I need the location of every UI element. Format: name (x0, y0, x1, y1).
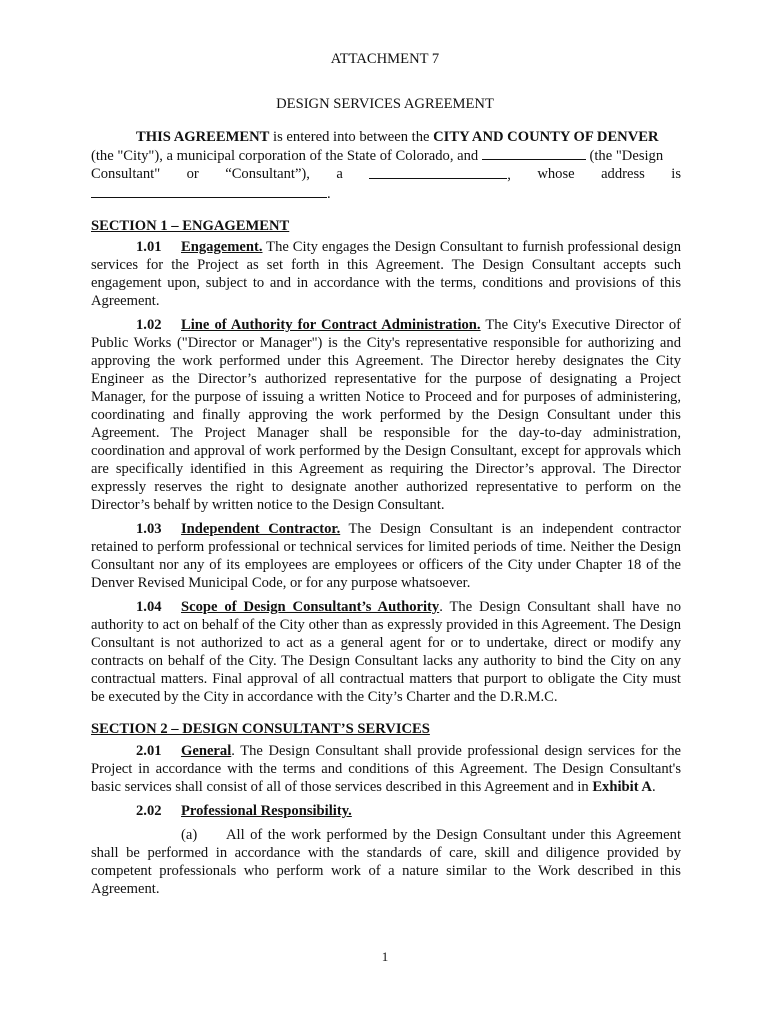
paragraph-title: Engagement. (181, 239, 263, 255)
intro-row3-word-4: a (336, 166, 343, 182)
intro-text-3: (the "Design (589, 148, 664, 164)
paragraph-title: Professional Responsibility. (181, 803, 352, 819)
intro-row3-word-2: or (186, 166, 199, 182)
attachment-label: ATTACHMENT 7 (330, 51, 440, 67)
section-1-heading: SECTION 1 – ENGAGEMENT (91, 218, 290, 234)
paragraph-number: 1.04 (136, 599, 162, 615)
consultant-type-blank[interactable] (369, 165, 507, 179)
paragraph-text: The Design Consultant is an independent contractor retained to perform professional or technical services for limited periods of time. Neither the Design Consultant nor any of its employees are employees or officers of the City under Chapter 18 of the Denver Revised Municipal Code, or for any purpose whatsoever. (91, 521, 681, 591)
paragraph-text: The City's Executive Director of Public Works ("Director or Manager") is the City's representative responsible for authorizing and approving the work performed under this Agreement. The Director hereby designates the City Engineer as the Director’s authorized representative for the purpose of designating a Project Manager, for the purpose of issuing a written Notice to Proceed and for purposes of administering, coordinating and finally approving the work performed by the Design Consultant under this Agreement. The Project Manager shall be responsible for the day-to-day administration, coordination and approval of work performed by the Design Consultant, except for approvals which are specifically identified in this Agreement as requiring the Director’s approval. The Director expressly reserves the right to designate another authorized representative to perform on the Director’s behalf by written notice to the Design Consultant. (91, 317, 681, 513)
intro-end: . (327, 186, 331, 202)
document-body (91, 128, 681, 898)
subparagraph-label: (a) (181, 827, 198, 843)
paragraph-number: 1.02 (136, 317, 162, 333)
intro-row3-comma: , (507, 167, 511, 183)
intro-line-4 (91, 184, 681, 203)
intro-row3-word-1: Consultant" (91, 166, 161, 182)
paragraph-text: The City engages the Design Consultant to furnish professional design services for the Project as set forth in this Agreement. The Design Consultant accepts such engagement upon, subject to and in accordance with the terms, conditions and provisions of this Agreement. (91, 239, 681, 309)
paragraph-1-02 (91, 316, 681, 514)
consultant-name-blank[interactable] (482, 146, 586, 160)
paragraph-title: General (181, 743, 232, 759)
intro-city: CITY AND COUNTY OF DENVER (433, 129, 659, 145)
paragraph-title: Line of Authority for Contract Administration. (181, 317, 481, 333)
intro-line-2 (91, 146, 681, 165)
intro-line-3 (91, 165, 681, 184)
paragraph-number: 2.02 (136, 803, 162, 819)
paragraph-text: . The Design Consultant shall provide professional design services for the Project in accordance with the terms and conditions of this Agreement. The Design Consultant's basic services shall consist of all of those services described in this Agreement and in (91, 743, 681, 795)
intro-paragraph (91, 128, 681, 203)
intro-row3-word-6: whose (537, 166, 575, 182)
exhibit-reference: Exhibit A (592, 779, 652, 795)
paragraph-number: 1.01 (136, 239, 162, 255)
intro-text-2: (the "City"), a municipal corporation of the State of Colorado, and (91, 148, 479, 164)
paragraph-1-03 (91, 520, 681, 592)
document-title: DESIGN SERVICES AGREEMENT (276, 96, 494, 112)
paragraph-title: Independent Contractor. (181, 521, 341, 537)
intro-lead: THIS AGREEMENT (136, 129, 270, 145)
intro-line-1 (91, 128, 681, 146)
paragraph-1-01 (91, 238, 681, 310)
paragraph-number: 1.03 (136, 521, 162, 537)
address-blank[interactable] (91, 184, 327, 198)
intro-row3-word-7: address (601, 166, 645, 182)
intro-row3-word-3: “Consultant”), (225, 166, 310, 182)
paragraph-end: . (651, 779, 656, 795)
paragraph-text: . The Design Consultant shall have no authority to act on behalf of the City other than as expressly provided in this Agreement. The Design Consultant is not authorized to act as a general agent for or to undertake, direct or modify any contracts on behalf of the City. The Design Consultant lacks any authority to bind the City on any contractual matters. Final approval of all contractual matters that purport to obligate the City must be executed by the City in accordance with the City’s Charter and the D.R.M.C. (91, 599, 681, 705)
section-2-heading: SECTION 2 – DESIGN CONSULTANT’S SERVICES (91, 721, 430, 737)
subparagraph-text: All of the work performed by the Design Consultant under this Agreement shall be performed in accordance with the standards of care, skill and diligence provided by competent professionals who perform work of a nature similar to the Work described in this Agreement. (91, 827, 681, 897)
paragraph-1-04 (91, 598, 681, 706)
paragraph-title: Scope of Design Consultant’s Authority (181, 599, 440, 615)
intro-row3-word-8: is (671, 166, 681, 182)
paragraph-2-01 (91, 742, 681, 796)
paragraph-2-02-a (91, 826, 681, 898)
consultant-type-field (369, 165, 511, 184)
intro-text-1: is entered into between the (269, 129, 434, 145)
page-number: 1 (381, 949, 389, 964)
paragraph-number: 2.01 (136, 743, 162, 759)
paragraph-2-02 (91, 802, 681, 820)
